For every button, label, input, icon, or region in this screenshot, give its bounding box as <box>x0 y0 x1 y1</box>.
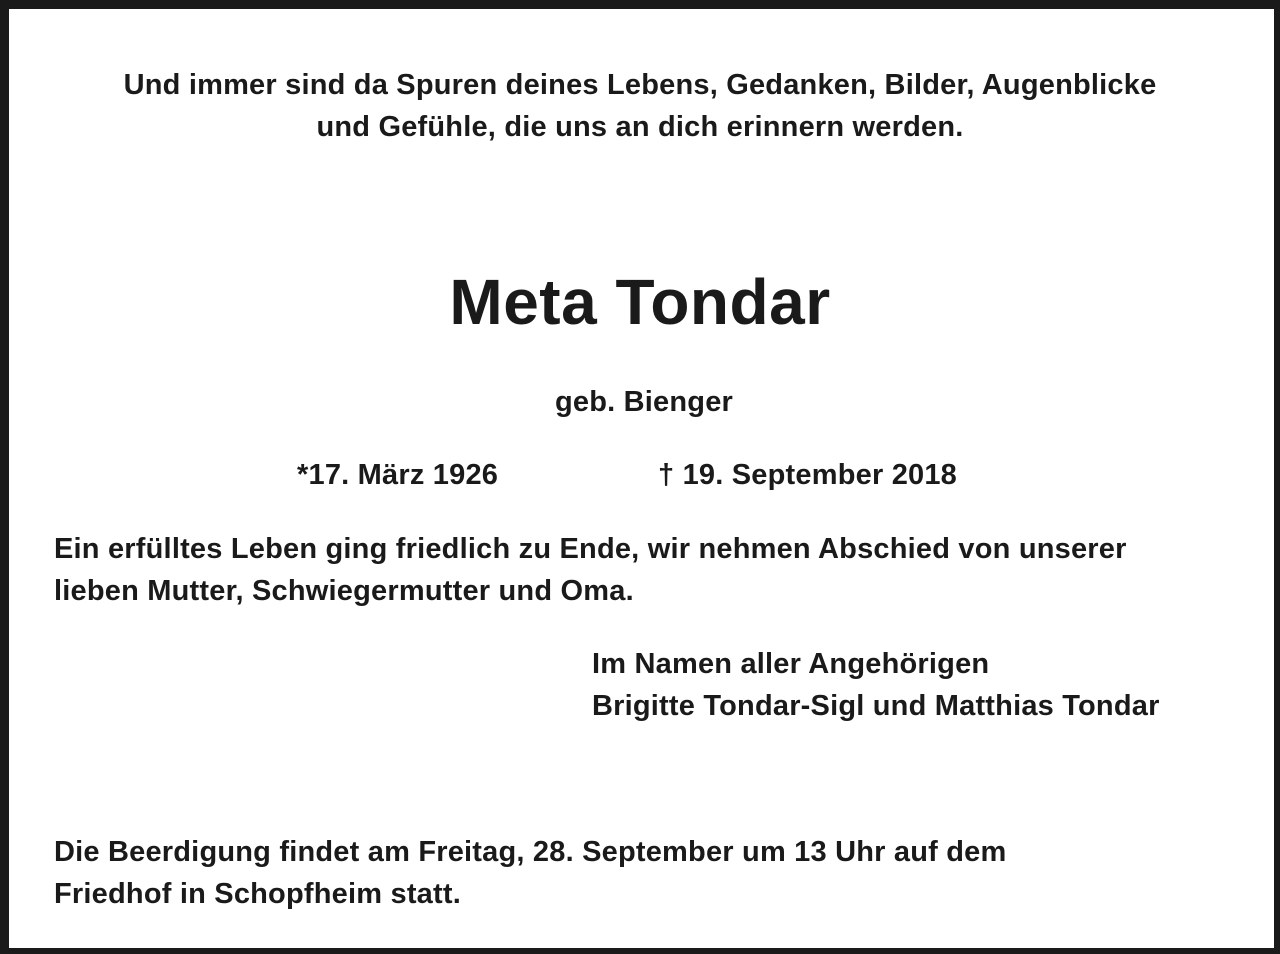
farewell-line-2: lieben Mutter, Schwiegermutter und Oma. <box>54 575 634 607</box>
maiden-name: geb. Bienger <box>554 386 734 418</box>
farewell-message <box>54 528 1127 612</box>
death-date: † 19. September 2018 <box>658 459 958 491</box>
signature <box>592 643 1160 727</box>
farewell-line-1: Ein erfülltes Leben ging friedlich zu Ende, wir nehmen Abschied von unserer <box>54 533 1127 565</box>
signature-line-1: Im Namen aller Angehörigen <box>592 648 990 680</box>
motto-line-1: Und immer sind da Spuren deines Lebens, Gedanken, Bilder, Augenblicke <box>123 69 1157 101</box>
birth-date: *17. März 1926 <box>297 459 499 491</box>
motto <box>0 64 1280 148</box>
funeral-line-2: Friedhof in Schopfheim statt. <box>54 878 461 910</box>
funeral-line-1: Die Beerdigung findet am Freitag, 28. September um 13 Uhr auf dem <box>54 836 1007 868</box>
motto-line-2: und Gefühle, die uns an dich erinnern werden. <box>316 111 964 143</box>
signature-line-2: Brigitte Tondar-Sigl und Matthias Tondar <box>592 690 1160 722</box>
deceased-name: Meta Tondar <box>449 266 831 338</box>
funeral-notice <box>54 831 1006 915</box>
